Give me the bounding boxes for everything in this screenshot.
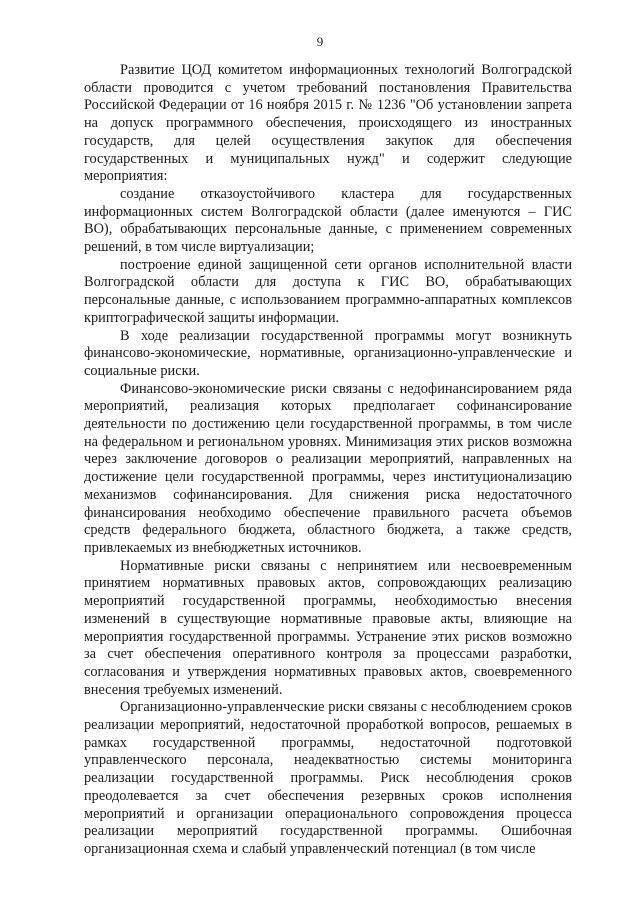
paragraph-organizational-risks: Организационно-управленческие риски связаны с несоблюдением сроков реализации мероприятий, недостаточной проработкой вопросов, решаемых в рамках государственной программы, недостаточной подготовкой управленческого персонала, неадекватностью системы мониторинга реализации государственной программы. Риск несоблюдения сроков преодолевается за счет обеспечения резервных сроков исполнения мероприятий и организации операционального сопровождения процесса реализации мероприятий государственной программы. Ошибочная организационная схема и слабый управленческий потенциал (в том числе (84, 699, 572, 857)
paragraph-risks-intro: В ходе реализации государственной программы могут возникнуть финансово-экономические, нормативные, организационно-управленческие и социальные риски. (84, 327, 572, 379)
page-number: 9 (316, 34, 324, 49)
paragraph-secure-network: построение единой защищенной сети органов исполнительной власти Волгоградской области для доступа к ГИС ВО, обрабатывающих персональные данные, с использованием программно-аппаратных комплексов криптографической защиты информации. (84, 256, 572, 326)
paragraph-financial-risks: Финансово-экономические риски связаны с недофинансированием ряда мероприятий, реализация которых предполагает софинансирование деятельности по достижению цели государственной программы, в том числе на федеральном и региональном уровнях. Минимизация этих рисков возможна через заключение договоров о реализации мероприятий, направленных на достижение цели государственной программы, через институционализацию механизмов софинансирования. Для снижения риска недостаточного финансирования необходимо обеспечение правильного расчета объемов средств федерального бюджета, областного бюджета, а также средств, привлекаемых из внебюджетных источников. (84, 380, 572, 556)
paragraph-normative-risks: Нормативные риски связаны с непринятием или несвоевременным принятием нормативных правовых актов, сопровождающих реализацию мероприятий государственной программы, необходимостью внесения изменений в существующие нормативные правовые акты, влияющие на мероприятия государственной программы. Устранение этих рисков возможно за счет обеспечения оперативного контроля за процессами разработки, согласования и утверждения нормативных правовых актов, своевременного внесения требуемых изменений. (84, 557, 572, 698)
paragraph-cluster-creation: создание отказоустойчивого кластера для государственных информационных систем Волгоградской области (далее именуются – ГИС ВО), обрабатывающих персональные данные, с применением современных решений, в том числе виртуализации; (84, 185, 572, 256)
paragraph-tsod-development: Развитие ЦОД комитетом информационных технологий Волгоградской области проводится с учетом требований постановления Правительства Российской Федерации от 16 ноября 2015 г. № 1236 "Об установлении запрета на допуск программного обеспечения, происходящего из иностранных государств, для целей осуществления закупок для обеспечения государственных и муниципальных нужд" и содержит следующие мероприятия: (84, 62, 572, 185)
document-body (84, 62, 572, 859)
